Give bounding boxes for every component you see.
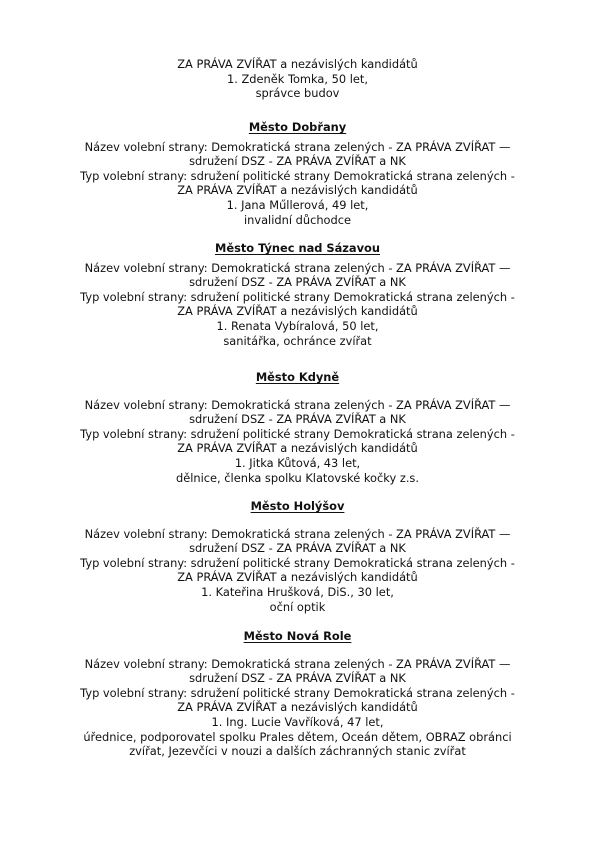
section-dobrany [40,120,555,227]
party-name-line: sdružení DSZ - ZA PRÁVA ZVÍŘAT a NK [189,154,406,169]
candidate-occupation: invalidní důchodce [243,212,352,227]
candidate-name: 1. Ing. Lucie Vavříková, 47 let, [211,714,384,729]
party-name-line: Název volební strany: Demokratická strana zelených - ZA PRÁVA ZVÍŘAT — [84,656,511,671]
section-kdyne [40,370,555,485]
party-type-line: ZA PRÁVA ZVÍŘAT a nezávislých kandidátů [177,304,418,319]
section-heading: Město Kdyně [255,370,340,384]
candidate-name: 1. Kateřina Hrušková, DiS., 30 let, [201,584,394,599]
party-type-line: Typ volební strany: sdružení politické strany Demokratická strana zelených - [80,289,515,304]
candidate-occupation: oční optik [269,599,326,614]
party-name-line: sdružení DSZ - ZA PRÁVA ZVÍŘAT a NK [189,541,406,556]
candidate-occupation: dělnice, členka spolku Klatovské kočky z.s. [175,470,419,485]
section-tynec-nad-sazavou [40,241,555,348]
party-type-line: ZA PRÁVA ZVÍŘAT a nezávislých kandidátů [177,441,418,456]
candidate-occupation: úřednice, podporovatel spolku Prales dětem, Oceán dětem, OBRAZ obránci [83,729,512,744]
party-name-line: Název volební strany: Demokratická strana zelených - ZA PRÁVA ZVÍŘAT — [84,260,511,275]
party-type-line: ZA PRÁVA ZVÍŘAT a nezávislých kandidátů [177,700,418,715]
party-type-line: ZA PRÁVA ZVÍŘAT a nezávislých kandidátů [177,570,418,585]
party-type-line: ZA PRÁVA ZVÍŘAT a nezávislých kandidátů [177,183,418,198]
party-name-line: sdružení DSZ - ZA PRÁVA ZVÍŘAT a NK [189,412,406,427]
party-name-line: Název volební strany: Demokratická strana zelených - ZA PRÁVA ZVÍŘAT — [84,139,511,154]
intro-party-line: ZA PRÁVA ZVÍŘAT a nezávislých kandidátů [177,57,418,71]
party-name-line: Název volební strany: Demokratická strana zelených - ZA PRÁVA ZVÍŘAT — [84,397,511,412]
candidate-name: 1. Renata Vybíralová, 50 let, [216,318,379,333]
intro-candidate: 1. Zdeněk Tomka, 50 let, [226,71,369,86]
section-heading: Město Týnec nad Sázavou [215,241,380,255]
section-heading: Město Nová Role [243,629,352,643]
intro-block [40,57,555,101]
intro-occupation: správce budov [255,86,340,101]
party-type-line: Typ volební strany: sdružení politické strany Demokratická strana zelených - [80,685,515,700]
section-holysov [40,499,555,614]
section-heading: Město Dobřany [248,120,347,134]
candidate-occupation: sanitářka, ochránce zvířat [223,333,372,348]
candidate-name: 1. Jitka Kůtová, 43 let, [234,455,361,470]
section-heading: Město Holýšov [250,499,345,513]
party-name-line: sdružení DSZ - ZA PRÁVA ZVÍŘAT a NK [189,275,406,290]
party-name-line: Název volební strany: Demokratická strana zelených - ZA PRÁVA ZVÍŘAT — [84,526,511,541]
candidate-occupation: zvířat, Jezevčíci v nouzi a dalších záchranných stanic zvířat [129,744,466,759]
party-type-line: Typ volební strany: sdružení politické strany Demokratická strana zelených - [80,168,515,183]
party-type-line: Typ volební strany: sdružení politické strany Demokratická strana zelených - [80,555,515,570]
candidate-name: 1. Jana Műllerová, 49 let, [226,197,369,212]
party-name-line: sdružení DSZ - ZA PRÁVA ZVÍŘAT a NK [189,671,406,686]
party-type-line: Typ volební strany: sdružení politické strany Demokratická strana zelených - [80,426,515,441]
section-nova-role [40,629,555,759]
